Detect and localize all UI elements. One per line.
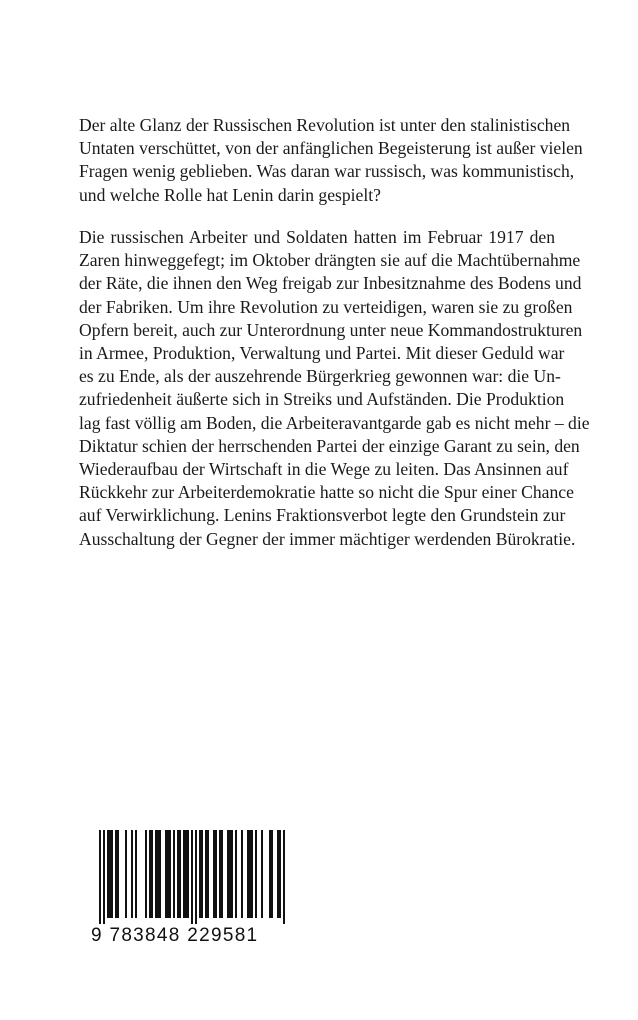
barcode-bar <box>183 830 185 918</box>
barcode-bar <box>219 830 221 918</box>
barcode-bar <box>145 830 147 918</box>
text-line: und welche Rolle hat Lenin darin gespielt? <box>79 184 381 205</box>
barcode-bar <box>283 830 285 924</box>
barcode-bar <box>179 830 181 918</box>
barcode-bar <box>157 830 159 918</box>
barcode-bar <box>279 830 281 918</box>
text-line: in Armee, Produktion, Verwaltung und Partei. Mit dieser Geduld war <box>79 343 565 364</box>
blurb-paragraph-1 <box>79 114 583 207</box>
barcode-bar <box>151 830 153 918</box>
barcode-number: 9 783848 229581 <box>91 925 259 946</box>
barcode-bar <box>199 830 201 918</box>
barcode-bar <box>221 830 223 918</box>
barcode-bars-icon <box>91 830 287 926</box>
text-line: Wiederaufbau der Wirtschaft in die Wege zu leiten. Das Ansinnen auf <box>79 459 569 480</box>
barcode-bar <box>277 830 279 918</box>
barcode-bar <box>271 830 273 918</box>
barcode-bar <box>117 830 119 918</box>
text-line: auf Verwirklichung. Lenins Fraktionsverbot legte den Grundstein zur <box>79 505 566 526</box>
barcode-bar <box>177 830 179 918</box>
barcode-bar <box>205 830 207 918</box>
text-line: es zu Ende, als der auszehrende Bürgerkrieg gewonnen war: die Un- <box>79 366 561 387</box>
barcode-bar <box>159 830 161 918</box>
isbn-barcode <box>91 830 287 952</box>
barcode-bar <box>247 830 249 918</box>
barcode-bar <box>99 830 101 924</box>
barcode-bar <box>213 830 215 918</box>
barcode-bar <box>227 830 229 918</box>
barcode-bar <box>201 830 203 918</box>
text-line: Ausschaltung der Gegner der immer mächtiger werdenden Bürokratie. <box>79 528 576 549</box>
text-line: Fragen wenig geblieben. Was daran war russisch, was kommunistisch, <box>79 161 575 182</box>
barcode-bar <box>229 830 231 918</box>
barcode-bar <box>111 830 113 918</box>
text-line: der Fabriken. Um ihre Revolution zu verteidigen, waren sie zu großen <box>79 296 573 317</box>
barcode-bar <box>169 830 171 918</box>
barcode-bar <box>241 830 243 918</box>
barcode-bar <box>185 830 187 918</box>
barcode-bar <box>109 830 111 918</box>
barcode-bar <box>167 830 169 918</box>
barcode-bar <box>135 830 137 918</box>
barcode-bar <box>131 830 133 918</box>
barcode-bar <box>173 830 175 918</box>
barcode-bar <box>215 830 217 918</box>
barcode-bar <box>195 830 197 924</box>
barcode-bar <box>251 830 253 918</box>
barcode-bar <box>125 830 127 918</box>
barcode-bar <box>115 830 117 918</box>
barcode-bar <box>155 830 157 918</box>
barcode-bar <box>255 830 257 918</box>
text-line: Zaren hinweggefegt; im Oktober drängten sie auf die Machtübernahme <box>79 250 581 271</box>
barcode-bar <box>103 830 105 924</box>
text-line: Rückkehr zur Arbeiterdemokratie hatte so nicht die Spur einer Chance <box>79 482 574 503</box>
text-line: Der alte Glanz der Russischen Revolution ist unter den stalinistischen <box>79 115 571 135</box>
text-line: lag fast völlig am Boden, die Arbeiteravantgarde gab es nicht mehr – die <box>79 412 590 433</box>
blurb-paragraph-2 <box>79 226 590 551</box>
barcode-bar <box>261 830 263 918</box>
text-line: Untaten verschüttet, von der anfänglichen Begeisterung ist außer vielen <box>79 138 583 159</box>
barcode-bar <box>249 830 251 918</box>
text-line: Die russischen Arbeiter und Soldaten hatten im Februar 1917 den <box>79 227 555 247</box>
barcode-bar <box>165 830 167 918</box>
text-line: Diktatur schien der herrschenden Partei der einzige Garant zu sein, den <box>79 435 580 456</box>
barcode-bar <box>269 830 271 918</box>
barcode-bar <box>149 830 151 918</box>
text-line: zufriedenheit äußerte sich in Streiks und Aufständen. Die Produktion <box>79 389 565 410</box>
barcode-bar <box>231 830 233 918</box>
barcode-bar <box>207 830 209 918</box>
barcode-bar <box>191 830 193 924</box>
barcode-bar <box>235 830 237 918</box>
text-line: der Räte, die ihnen den Weg freigab zur Inbesitznahme des Bodens und <box>79 273 582 294</box>
barcode-bar <box>187 830 189 918</box>
barcode-bar <box>107 830 109 918</box>
text-line: Opfern bereit, auch zur Unterordnung unter neue Kommandostrukturen <box>79 319 583 340</box>
